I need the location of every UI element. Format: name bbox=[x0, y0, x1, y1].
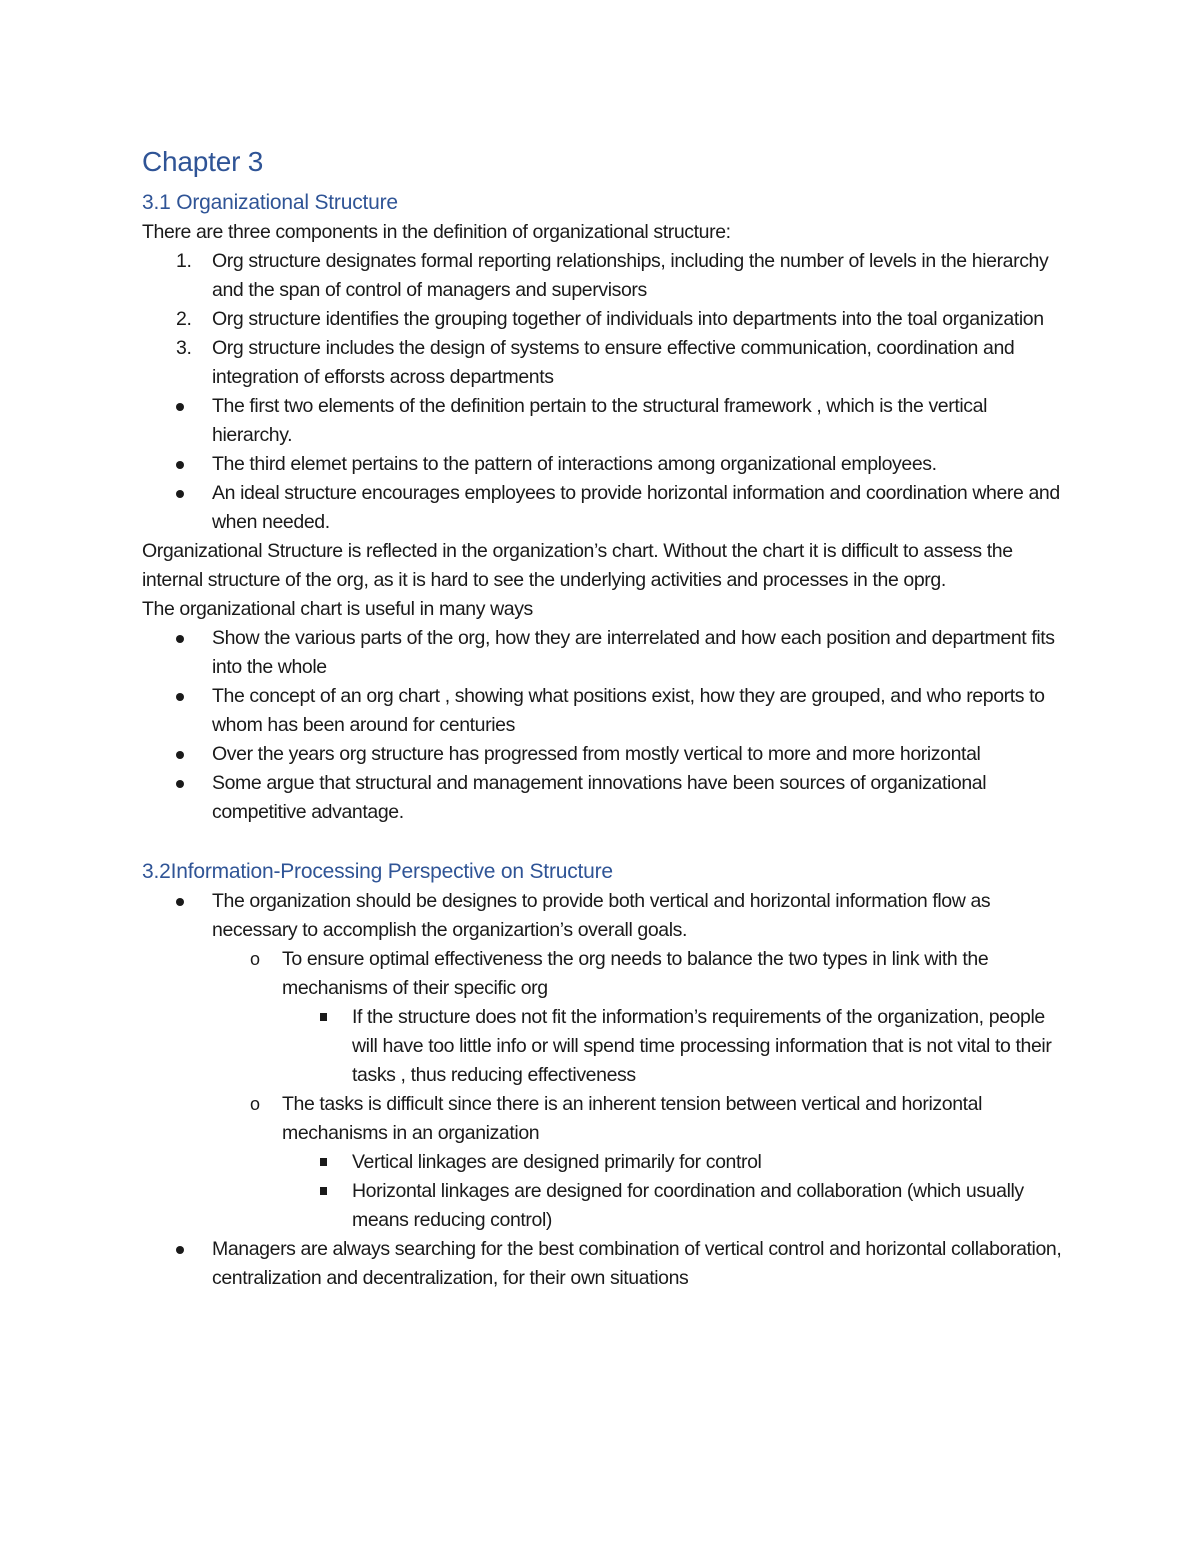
numbered-item-text: Org structure includes the design of systems to ensure effective communication, coordination and integration of efforsts across departments bbox=[212, 337, 1015, 388]
circle-bullet-icon: o bbox=[250, 1094, 260, 1114]
sub-sub-bullet-item bbox=[282, 1003, 1070, 1090]
bullet-dot-icon bbox=[176, 461, 184, 469]
bullet-item bbox=[142, 624, 1070, 682]
square-bullet-icon bbox=[320, 1187, 327, 1195]
sub-sub-bullets bbox=[282, 1003, 1070, 1090]
bullet-text: Managers are always searching for the best combination of vertical control and horizontal collaboration, centralization and decentralization, for their own situations bbox=[212, 1238, 1062, 1289]
sub-sub-bullet-text: Vertical linkages are designed primarily for control bbox=[352, 1151, 762, 1173]
bullet-item bbox=[142, 450, 1070, 479]
circle-bullet-icon: o bbox=[250, 949, 260, 969]
numbered-item bbox=[142, 305, 1070, 334]
definition-bullets bbox=[142, 392, 1070, 537]
bullet-item bbox=[142, 769, 1070, 827]
bullet-text: The first two elements of the definition pertain to the structural framework , which is the vertical hierarchy. bbox=[212, 395, 988, 446]
bullet-item bbox=[142, 682, 1070, 740]
bullet-dot-icon bbox=[176, 693, 184, 701]
chapter-title: Chapter 3 bbox=[142, 146, 264, 177]
numbered-item bbox=[142, 247, 1070, 305]
sub-sub-bullet-item bbox=[282, 1177, 1070, 1235]
numbered-item-text: Org structure designates formal reporting relationships, including the number of levels in the hierarchy and the span of control of managers and supervisors bbox=[212, 250, 1049, 301]
sub-sub-bullet-text: If the structure does not fit the information’s requirements of the organization, people will have too little info or will spend time processing information that is not vital to their tasks , thus reducing effectiveness bbox=[352, 1006, 1052, 1086]
list-number: 1. bbox=[176, 250, 192, 272]
info-processing-bullets bbox=[142, 887, 1070, 1293]
bullet-text: Some argue that structural and management innovations have been sources of organizational competitive advantage. bbox=[212, 772, 987, 823]
square-bullet-icon bbox=[320, 1158, 327, 1166]
section-heading-3-2: 3.2Information-Processing Perspective on Structure bbox=[142, 860, 613, 883]
list-number: 2. bbox=[176, 308, 192, 330]
org-chart-usefulness: The organizational chart is useful in many ways bbox=[142, 598, 533, 620]
bullet-text: Show the various parts of the org, how they are interrelated and how each position and department fits into the whole bbox=[212, 627, 1055, 678]
bullet-item bbox=[142, 392, 1070, 450]
bullet-dot-icon bbox=[176, 635, 184, 643]
bullet-text: The concept of an org chart , showing what positions exist, how they are grouped, and who reports to whom has been around for centuries bbox=[212, 685, 1045, 736]
bullet-dot-icon bbox=[176, 490, 184, 498]
sub-sub-bullet-text: Horizontal linkages are designed for coordination and collaboration (which usually means reducing control) bbox=[352, 1180, 1024, 1231]
sub-bullets bbox=[212, 945, 1070, 1235]
bullet-dot-icon bbox=[176, 780, 184, 788]
sub-sub-bullets bbox=[282, 1148, 1070, 1235]
bullet-item bbox=[142, 479, 1070, 537]
bullet-text: An ideal structure encourages employees to provide horizontal information and coordination where and when needed. bbox=[212, 482, 1060, 533]
sub-bullet-text: To ensure optimal effectiveness the org needs to balance the two types in link with the mechanisms of their specific org bbox=[282, 948, 989, 999]
bullet-text: The organization should be designes to provide both vertical and horizontal information flow as necessary to accomplish the organizartion’s overall goals. bbox=[212, 890, 991, 941]
numbered-list bbox=[142, 247, 1070, 392]
sub-sub-bullet-item bbox=[282, 1148, 1070, 1177]
bullet-item bbox=[142, 1235, 1070, 1293]
numbered-item-text: Org structure identifies the grouping together of individuals into departments into the toal organization bbox=[212, 308, 1044, 330]
bullet-item bbox=[142, 740, 1070, 769]
bullet-dot-icon bbox=[176, 1246, 184, 1254]
bullet-item bbox=[142, 887, 1070, 1235]
bullet-dot-icon bbox=[176, 898, 184, 906]
bullet-text: The third elemet pertains to the pattern of interactions among organizational employees. bbox=[212, 453, 937, 475]
sub-bullet-item bbox=[212, 945, 1070, 1090]
section-heading-3-1: 3.1 Organizational Structure bbox=[142, 191, 398, 214]
intro-paragraph: There are three components in the definition of organizational structure: bbox=[142, 221, 731, 243]
chart-bullets bbox=[142, 624, 1070, 827]
numbered-item bbox=[142, 334, 1070, 392]
bullet-dot-icon bbox=[176, 751, 184, 759]
org-chart-paragraph: Organizational Structure is reflected in the organization’s chart. Without the chart it is difficult to assess the internal structure of the org, as it is hard to see the underlying activities and processes in the oprg. bbox=[142, 540, 1013, 591]
sub-bullet-text: The tasks is difficult since there is an inherent tension between vertical and horizontal mechanisms in an organization bbox=[282, 1093, 983, 1144]
square-bullet-icon bbox=[320, 1013, 327, 1021]
sub-bullet-item bbox=[212, 1090, 1070, 1235]
bullet-dot-icon bbox=[176, 403, 184, 411]
bullet-text: Over the years org structure has progressed from mostly vertical to more and more horizontal bbox=[212, 743, 981, 765]
list-number: 3. bbox=[176, 337, 192, 359]
